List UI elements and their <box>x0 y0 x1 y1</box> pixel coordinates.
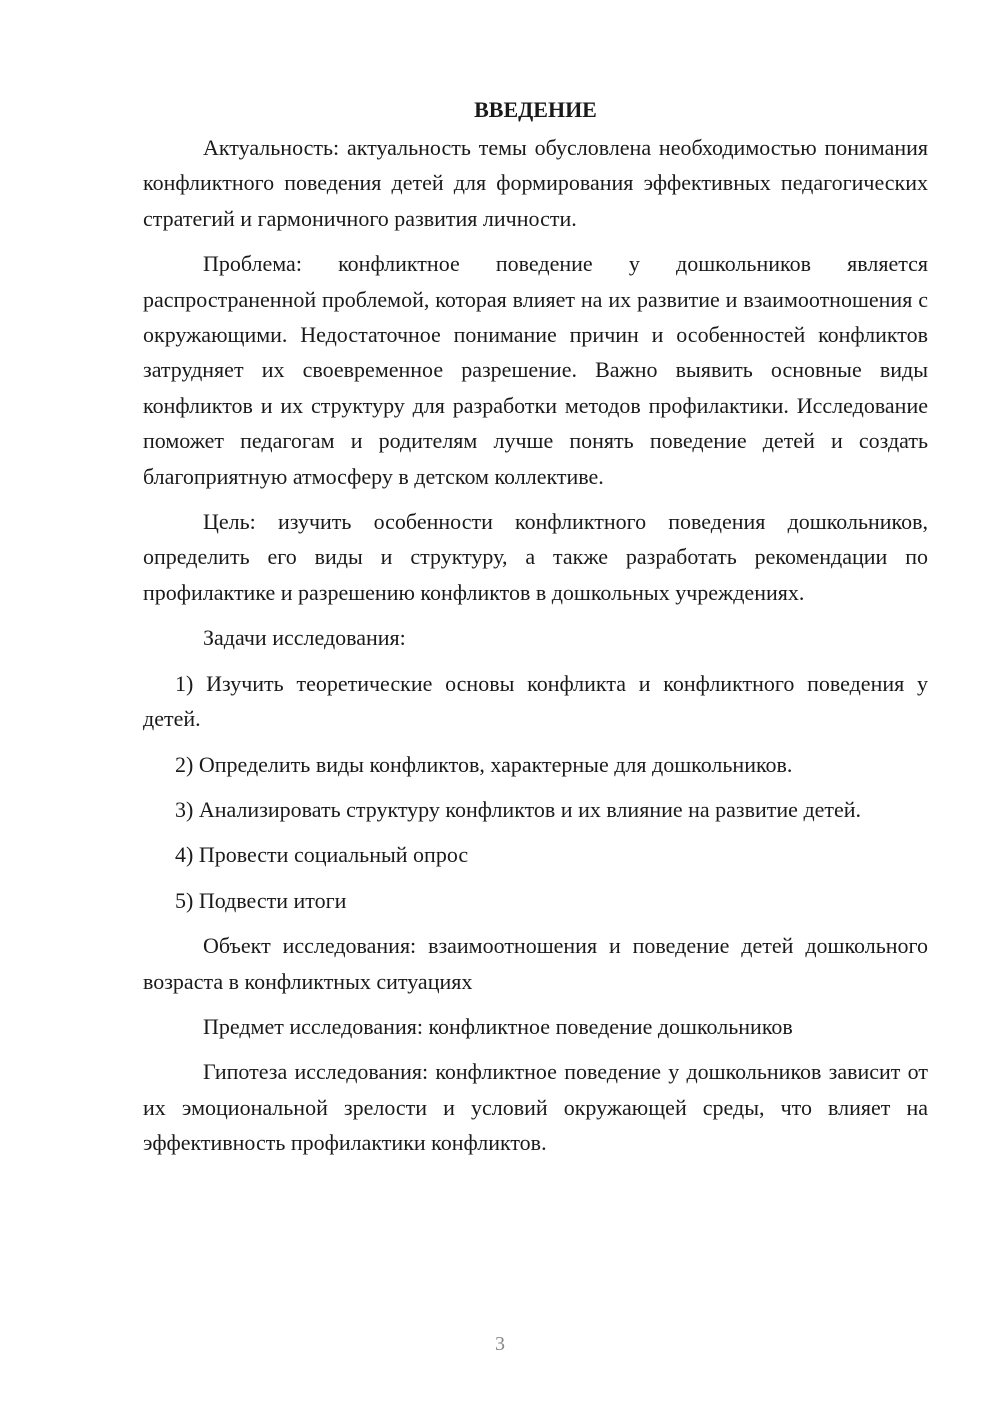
goal-paragraph: Цель: изучить особенности конфликтного поведения дошкольников, определить его виды и структуру, а также разработать рекомендации по профилактике и разрешению конфликтов в дошкольных учреждениях. <box>143 509 928 605</box>
tasks-heading: Задачи исследования: <box>203 625 406 651</box>
research-subject-paragraph: Предмет исследования: конфликтное поведение дошкольников <box>203 1013 793 1039</box>
page-number: 3 <box>495 1333 505 1355</box>
relevance-paragraph: Актуальность: актуальность темы обусловлена необходимостью понимания конфликтного поведения детей для формирования эффективных педагогических стратегий и гармоничного развития личности. <box>143 135 928 231</box>
document-page <box>143 92 928 1171</box>
task-item: 5) Подвести итоги <box>175 887 347 913</box>
task-item: 4) Провести социальный опрос <box>175 842 469 868</box>
task-item: 1) Изучить теоретические основы конфликта и конфликтного поведения у детей. <box>143 670 928 732</box>
section-title: ВВЕДЕНИЕ <box>474 97 597 122</box>
task-item: 2) Определить виды конфликтов, характерные для дошкольников. <box>175 751 793 777</box>
research-object-paragraph: Объект исследования: взаимоотношения и поведение детей дошкольного возраста в конфликтных ситуациях <box>143 933 928 994</box>
task-item: 3) Анализировать структуру конфликтов и их влияние на развитие детей. <box>175 796 862 822</box>
hypothesis-paragraph: Гипотеза исследования: конфликтное поведение у дошкольников зависит от их эмоциональной зрелости и условий окружающей среды, что влияет на эффективность профилактики конфликтов. <box>143 1059 928 1156</box>
problem-paragraph: Проблема: конфликтное поведение у дошкольников является распространенной проблемой, которая влияет на их развитие и взаимоотношения с окружающими. Недостаточное понимание причин и особенностей конфликтов затрудняет их своевременное разрешение. Важно выявить основные виды конфликтов и их структуру для разработки методов профилактики. Исследование поможет педагогам и родителям лучше понять поведение детей и создать благоприятную атмосферу в детском коллективе. <box>143 251 928 489</box>
